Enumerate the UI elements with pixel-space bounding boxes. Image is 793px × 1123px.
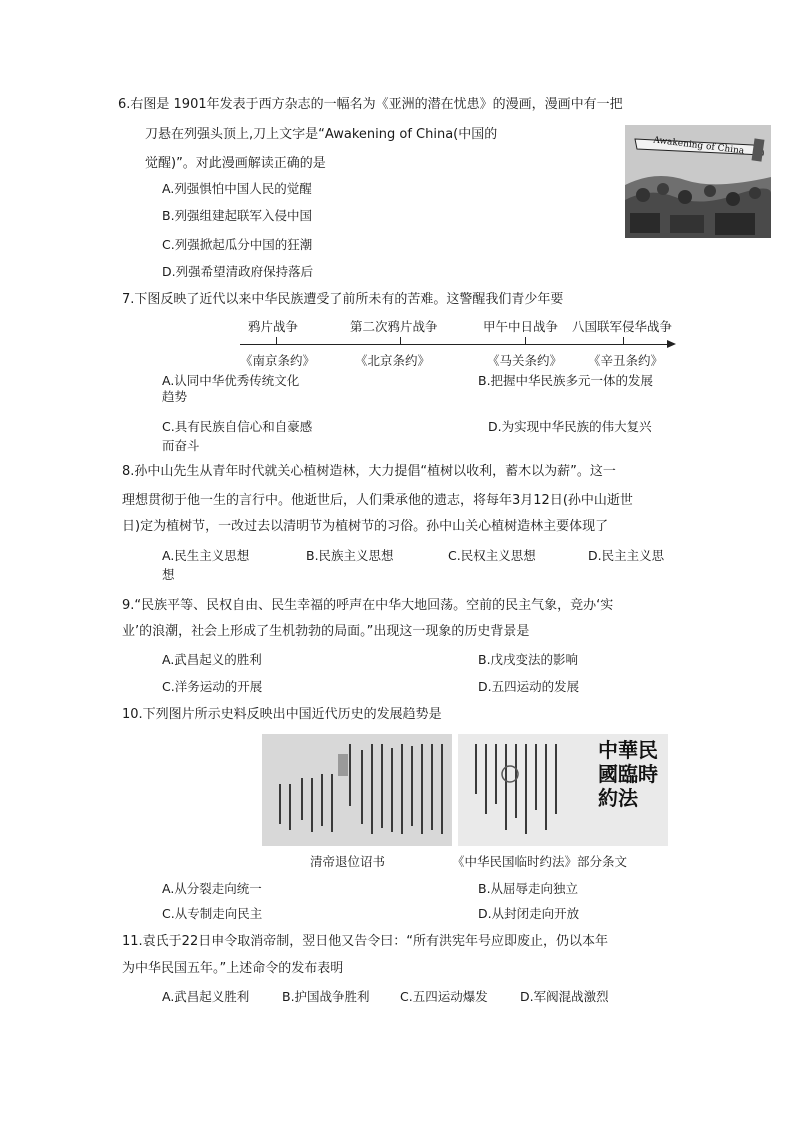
cartoon-sword-text: Awakening of China [652,135,745,157]
q9-option-b: B.戊戌变法的影响 [478,652,579,667]
constitution-title-calligraphy: 中華民國臨時約法 [598,738,658,810]
q8-option-d: D.民主主义思 [588,548,665,563]
war-treaty-timeline [240,315,680,375]
q6-stem-line2: 刀悬在列强头顶上,刀上文字是“Awakening of China(中国的 [145,127,498,142]
timeline-event: 第二次鸦片战争 [350,319,438,334]
q8-stem-line2: 理想贯彻于他一生的言行中。他逝世后，人们秉承他的遗志，将每年3月12日(孙中山逝世 [122,493,633,508]
asia-peril-cartoon [625,125,771,238]
q8-option-d-wrap: 想 [162,567,175,582]
q9-stem-line1: 9.“民族平等、民权自由、民生幸福的呼声在中华大地回荡。空前的民主气象，竞办‘实 [122,598,614,613]
q8-option-c: C.民权主义思想 [448,548,536,563]
q11-option-d: D.军阀混战激烈 [520,989,609,1004]
q10-option-d: D.从封闭走向开放 [478,906,580,921]
q9-option-a: A.武昌起义的胜利 [162,652,262,667]
timeline-event: 甲午中日战争 [483,319,559,334]
timeline-axis [240,344,672,345]
timeline-arrow-icon [667,340,676,348]
q10-stem: 10.下列图片所示史料反映出中国近代历史的发展趋势是 [122,707,442,722]
q7-stem: 7.下图反映了近代以来中华民族遭受了前所未有的苦难。这警醒我们青少年要 [122,292,564,307]
q6-stem-line1: 6.右图是 1901年发表于西方杂志的一幅名为《亚洲的潜在忧患》的漫画，漫画中有一把 [118,97,623,112]
q11-option-c: C.五四运动爆发 [400,989,488,1004]
q7-option-d-wrap: 而奋斗 [162,438,200,453]
abdication-edict-image [262,734,452,846]
q9-stem-line2: 业’的浪潮，社会上形成了生机勃勃的局面。”出现这一现象的历史背景是 [122,624,530,639]
q8-stem-line1: 8.孙中山先生从青年时代就关心植树造林，大力提倡“植树以收利，蓄木以为薪”。这一 [122,464,616,479]
timeline-event: 八国联军侵华战争 [572,319,673,334]
timeline-treaty: 《北京条约》 [355,353,431,368]
q6-stem-line3: 觉醒)”。对此漫画解读正确的是 [145,156,326,171]
q7-option-a: A.认同中华优秀传统文化 [162,373,300,388]
timeline-tick [400,337,401,345]
timeline-event: 鸦片战争 [248,319,299,334]
q11-option-a: A.武昌起义胜利 [162,989,250,1004]
q11-option-b: B.护国战争胜利 [282,989,370,1004]
caption-abdication-edict: 清帝退位诏书 [310,854,386,869]
q11-stem-line1: 11.袁氏于22日申令取消帝制，翌日他又告令曰：“所有洪宪年号应即废止，仍以本年 [122,934,608,949]
timeline-tick [276,337,277,345]
timeline-treaty: 《南京条约》 [240,353,316,368]
timeline-tick [525,337,526,345]
provisional-constitution-image [458,734,668,846]
historical-documents-figure [262,734,668,874]
timeline-treaty: 《辛丑条约》 [588,353,664,368]
q10-option-b: B.从屈辱走向独立 [478,881,579,896]
q11-stem-line2: 为中华民国五年。”上述命令的发布表明 [122,961,344,976]
caption-provisional-constitution: 《中华民国临时约法》部分条文 [452,854,628,869]
q10-option-a: A.从分裂走向统一 [162,881,262,896]
q9-option-c: C.洋务运动的开展 [162,679,263,694]
q6-option-a: A.列强惧怕中国人民的觉醒 [162,181,312,196]
q10-option-c: C.从专制走向民主 [162,906,263,921]
timeline-tick [623,337,624,345]
timeline-treaty: 《马关条约》 [487,353,563,368]
q7-option-d: D.为实现中华民族的伟大复兴 [488,419,652,434]
q7-option-c: C.具有民族自信心和自豪感 [162,419,313,434]
q7-option-b: B.把握中华民族多元一体的发展 [478,373,654,388]
q6-option-d: D.列强希望清政府保持落后 [162,264,314,279]
q8-stem-line3: 日)定为植树节，一改过去以清明节为植树节的习俗。孙中山关心植树造林主要体现了 [122,519,609,534]
q8-option-b: B.民族主义思想 [306,548,394,563]
q6-option-b: B.列强组建起联军入侵中国 [162,208,313,223]
q7-option-a-wrap: 趋势 [162,389,188,404]
q6-option-c: C.列强掀起瓜分中国的狂潮 [162,237,313,252]
q8-option-a: A.民生主义思想 [162,548,250,563]
q9-option-d: D.五四运动的发展 [478,679,580,694]
